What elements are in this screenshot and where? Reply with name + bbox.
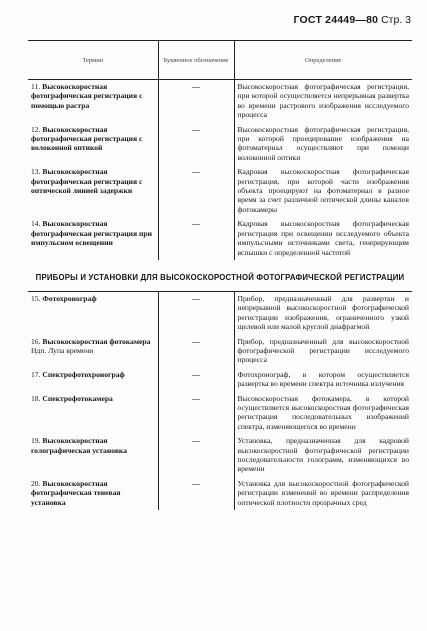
- symbol-cell: —: [158, 291, 234, 334]
- term-number: 12.: [31, 124, 41, 134]
- symbol-cell: —: [158, 434, 234, 477]
- table-header-row: [28, 41, 412, 80]
- term-number: 14.: [31, 219, 41, 229]
- table-row: [28, 477, 412, 510]
- term-number: 18.: [31, 393, 41, 403]
- term-text: Высокоскоростная голографическая установка: [31, 436, 127, 455]
- term-cell: [28, 80, 158, 123]
- table-row: [28, 80, 412, 123]
- page-header: [294, 14, 411, 26]
- term-text: Высокоскоростная фотографическая регистрация с волоконной оптикой: [31, 124, 143, 153]
- symbol-cell: —: [158, 80, 234, 123]
- term-text: Спектрофотокамера: [42, 393, 113, 403]
- symbol-cell: —: [158, 368, 234, 392]
- section-row: [28, 260, 412, 292]
- term-number: 17.: [31, 369, 41, 379]
- table-row: [28, 123, 412, 166]
- term-text: Высокоскоростная фотографическая теневая установка: [31, 478, 121, 507]
- term-number: 13.: [31, 167, 41, 177]
- term-number: 16.: [31, 336, 41, 346]
- term-number: 20.: [31, 478, 41, 488]
- column-header-symbol: Буквенное обозначение: [158, 41, 234, 80]
- term-text: Высокоскоростная фотокамера: [42, 336, 151, 346]
- definition-cell: Высокоскоростная фотографическая регистрация, при которой осуществляется непрерывная развертка во времени растрового изображения исследуемого процесса: [234, 80, 412, 123]
- term-cell: [28, 165, 158, 217]
- symbol-cell: —: [158, 392, 234, 435]
- definition-cell: Фотохронограф, в котором осуществляется развертка во времени спектра источника излучения: [234, 368, 412, 392]
- definition-cell: Кадровая высокоскоростная фотографическая регистрация, при которой части изображения объекта проецируют на фотоматериал в разное время за счет различной оптической длины каналов фотокамеры: [234, 165, 412, 217]
- term-cell: [28, 477, 158, 510]
- symbol-cell: —: [158, 335, 234, 368]
- term-cell: [28, 335, 158, 368]
- term-cell: [28, 123, 158, 166]
- term-number: 19.: [31, 436, 41, 446]
- term-cell: [28, 291, 158, 334]
- section-title: ПРИБОРЫ И УСТАНОВКИ ДЛЯ ВЫСОКОСКОРОСТНОЙ ФОТОГРАФИЧЕСКОЙ РЕГИСТРАЦИИ: [28, 260, 412, 292]
- table-row: [28, 165, 412, 217]
- definition-cell: Прибор, предназначенный для развертки и непрерывной высокоскоростной фотографической регистрации изображения, ограниченного узкой щелевой или малой круглой диафрагмой: [234, 291, 412, 334]
- term-text: Высокоскоростная фотографическая регистрация при импульсном освещении: [31, 219, 153, 248]
- column-header-definition: Определение: [234, 41, 412, 80]
- symbol-cell: —: [158, 217, 234, 260]
- definition-cell: Высокоскоростная фотографическая регистрация, при которой проецирование изображения на фотоматериал осуществляют при помощи волоконной оптики: [234, 123, 412, 166]
- symbol-cell: —: [158, 165, 234, 217]
- terms-table: [28, 40, 412, 510]
- page-number: Стр. 3: [381, 14, 411, 26]
- definition-cell: Кадровая высокоскоростная фотографическая регистрация при освещении исследуемого объекта импульсными источниками света, генерирующим вспышки с определенной частотой: [234, 217, 412, 260]
- table-row: [28, 368, 412, 392]
- table-row: [28, 335, 412, 368]
- term-text: Высокоскоростная фотографическая регистрация с оптической линией задержки: [31, 167, 143, 196]
- term-cell: [28, 217, 158, 260]
- table-row: [28, 434, 412, 477]
- definition-cell: Установка для высокоскоростной фотографической регистрации изменений во времени распределения оптической плотности прозрачных сред: [234, 477, 412, 510]
- term-cell: [28, 368, 158, 392]
- symbol-cell: —: [158, 477, 234, 510]
- term-text: Высокоскоростная фотографическая регистрация с помощью растра: [31, 82, 143, 110]
- definition-cell: Высокоскоростная фотокамера, в которой осуществляется высокоскоростная фотографическая регистрация последовательных изображений спектра, изменяющегося во времени: [234, 392, 412, 435]
- symbol-cell: —: [158, 123, 234, 166]
- table-row: [28, 291, 412, 334]
- term-number: 15.: [31, 293, 41, 303]
- term-text: Спектрофотохронограф: [42, 369, 125, 379]
- term-cell: [28, 434, 158, 477]
- table-row: [28, 217, 412, 260]
- term-number: 11.: [31, 82, 41, 91]
- term-cell: [28, 392, 158, 435]
- definition-cell: Установка, предназначенная для кадровой высокоскоростной фотографической регистрации последовательности голограмм, изменяющихся во времени: [234, 434, 412, 477]
- definition-cell: Прибор, предназначенный для высокоскоростной фотографической регистрации исследуемого процесса: [234, 335, 412, 368]
- term-note: Ндп. Лупа времени: [31, 345, 94, 355]
- column-header-term: Термин: [28, 41, 158, 80]
- table-row: [28, 392, 412, 435]
- standard-number: ГОСТ 24449—80: [293, 14, 379, 26]
- term-text: Фотохронограф: [42, 293, 97, 303]
